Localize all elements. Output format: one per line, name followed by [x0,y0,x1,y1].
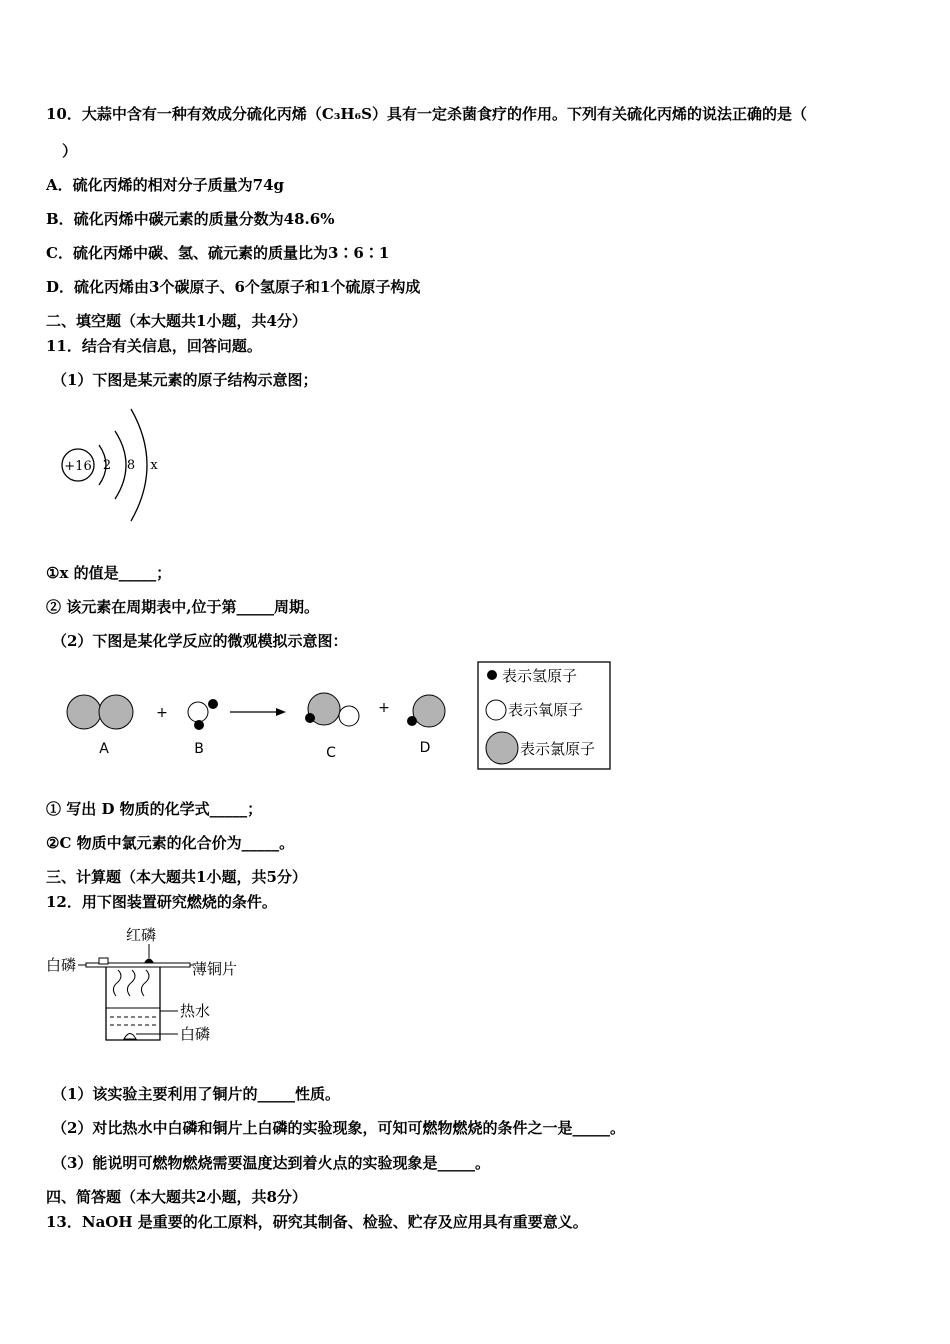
q10-stem: 10．大蒜中含有一种有效成分硫化丙烯（C₃H₆S）具有一定杀菌食疗的作用。下列有关硫化丙烯的说法正确的是（ [46,105,807,123]
legend-h-symbol [487,670,497,680]
label-a: A [99,741,109,757]
q10-option-c: C．硫化丙烯中碳、氢、硫元素的质量比为3∶6∶1 [46,244,390,262]
beaker [106,967,160,1040]
reaction-diagram [60,660,620,775]
plus-sign-1: + [156,705,168,721]
label-b: B [194,741,204,757]
q11-part1: （1）下图是某元素的原子结构示意图； [52,371,318,389]
q11-sub4: ②C 物质中氯元素的化合价为_____。 [46,834,295,852]
label-white-phosphorus-top: 白磷 [46,956,77,974]
q13-stem: 13．NaOH 是重要的化工原料，研究其制备、检验、贮存及应用具有重要意义。 [46,1213,588,1231]
legend-h-label: 表示氢原子 [502,667,578,685]
nucleus-charge: +16 [64,459,92,474]
q11-part2: （2）下图是某化学反应的微观模拟示意图： [52,632,348,650]
q12-sub3: （3）能说明可燃物燃烧需要温度达到着火点的实验现象是_____。 [52,1154,490,1172]
legend [478,662,610,769]
q11-stem: 11．结合有关信息，回答问题。 [46,337,262,355]
steam [113,970,149,996]
atom-structure-diagram [55,403,165,523]
q10-option-a: A．硫化丙烯的相对分子质量为74g [46,176,285,194]
q11-sub1: ①x 的值是_____； [46,564,172,582]
label-white-phosphorus-bottom: 白磷 [180,1025,211,1043]
q10-stem-close: ） [62,142,78,160]
red-phosphorus-on-sheet [144,959,154,964]
label-red-phosphorus: 红磷 [126,926,157,944]
q10-option-b: B．硫化丙烯中碳元素的质量分数为48.6% [46,210,335,228]
hot-water [106,1008,160,1025]
plus-sign-2: + [378,700,390,716]
shell2-count: 8 [126,458,136,473]
q10-option-d: D．硫化丙烯由3个碳原子、6个氢原子和1个硫原子构成 [46,278,421,296]
section4-title: 四、简答题（本大题共2小题，共8分） [46,1188,307,1206]
label-hot-water: 热水 [180,1002,211,1020]
legend-cl-label: 表示氯原子 [520,740,596,758]
electron-shell-2 [115,431,126,499]
legend-o-label: 表示氧原子 [508,701,584,719]
section3-title: 三、计算题（本大题共1小题，共5分） [46,868,307,886]
section2-title: 二、填空题（本大题共1小题，共4分） [46,312,307,330]
white-phosphorus-on-sheet [99,958,108,964]
q11-sub3: ① 写出 D 物质的化学式_____； [46,800,263,818]
label-copper-sheet: 薄铜片 [192,960,238,978]
molecule-b [188,699,218,730]
combustion-apparatus-diagram [44,920,264,1050]
q12-sub1: （1）该实验主要利用了铜片的_____性质。 [52,1085,340,1103]
q11-sub2: ② 该元素在周期表中,位于第_____周期。 [46,598,319,616]
label-d: D [419,740,431,756]
legend-o-symbol [486,700,506,720]
white-phosphorus-in-water [124,1034,136,1040]
reaction-arrow [230,708,286,716]
q12-stem: 12．用下图装置研究燃烧的条件。 [46,893,277,911]
molecule-c [305,693,359,726]
q12-sub2: （2）对比热水中白磷和铜片上白磷的实验现象，可知可燃物燃烧的条件之一是_____。 [52,1119,625,1137]
label-c: C [326,745,336,761]
legend-cl-symbol [486,732,518,764]
molecule-a [67,695,133,729]
molecule-d [407,695,445,727]
shell1-count: 2 [102,458,112,473]
shell3-count: x [150,458,158,473]
